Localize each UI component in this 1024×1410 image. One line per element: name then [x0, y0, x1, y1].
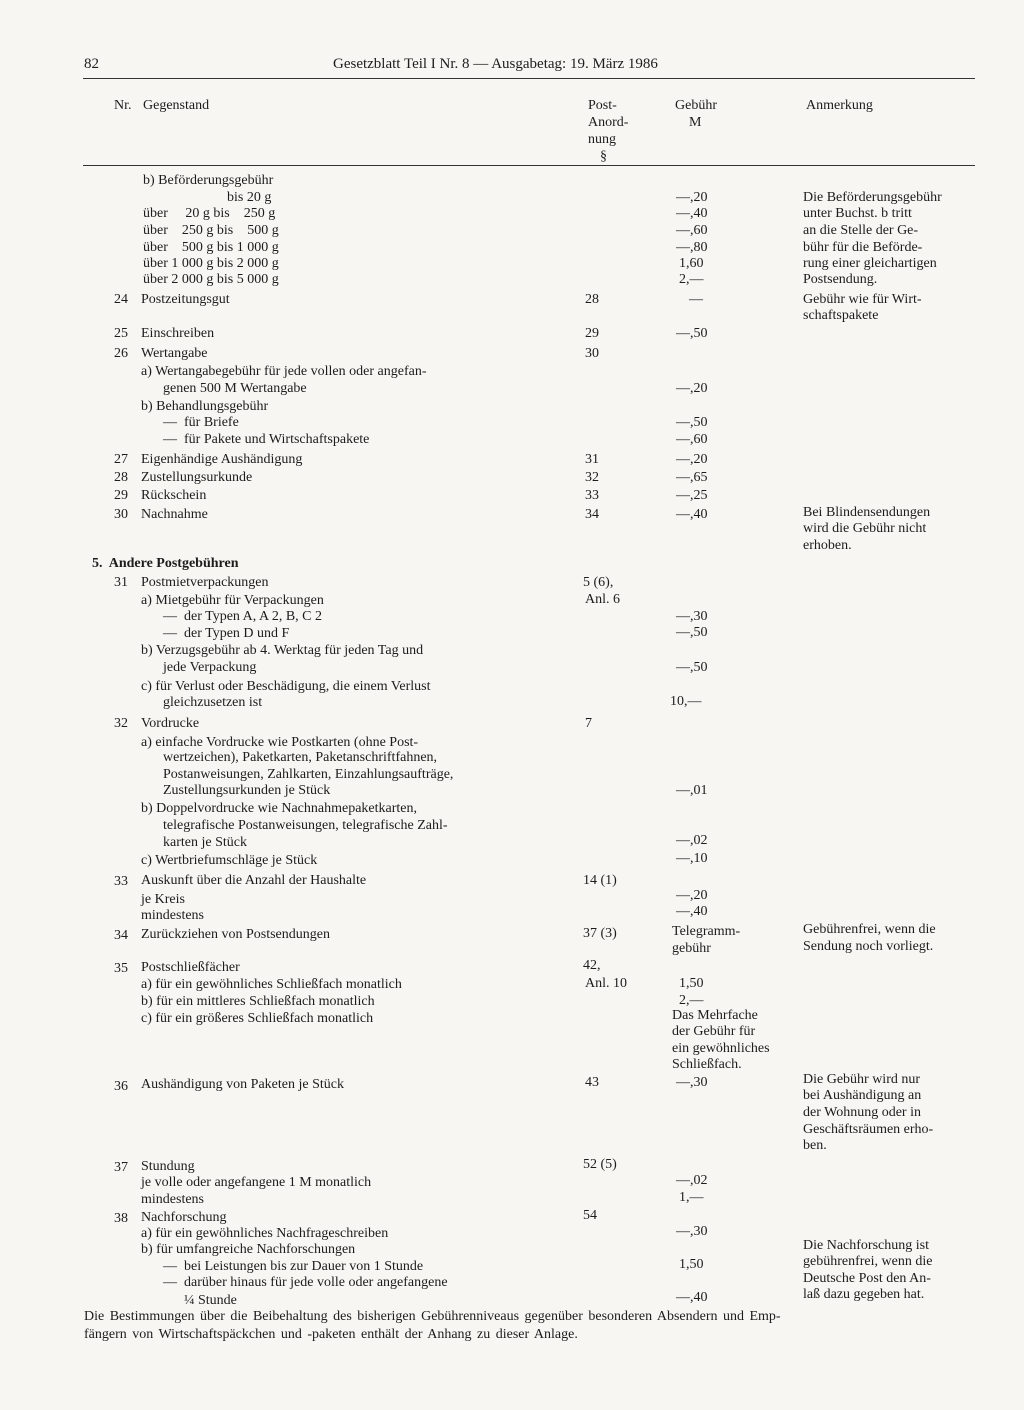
section-5-heading: 5. Andere Postgebühren	[92, 556, 239, 571]
item-31-c-2: gleichzusetzen ist	[163, 695, 263, 710]
item-31-a-1: — der Typen A, A 2, B, C 2	[163, 609, 322, 624]
item-37-text: Stundung	[141, 1159, 195, 1174]
item-34-fee-2: gebühr	[672, 941, 711, 956]
item-36-note-5: ben.	[803, 1138, 827, 1153]
item-35-text: Postschließfächer	[141, 960, 240, 975]
item-26-b: b) Behandlungsgebühr	[141, 399, 269, 414]
item-26-a-fee: —,20	[676, 381, 708, 396]
item-30-text: Nachnahme	[141, 507, 208, 522]
footer-line-1: Die Bestimmungen über die Beibehaltung des bisherigen Gebührenniveaus gegenüber besonderen Absendern und Emp-	[84, 1309, 781, 1324]
bef-title: b) Beförderungsgebühr	[143, 173, 274, 188]
item-37-post: 52 (5)	[583, 1157, 617, 1172]
item-26-nr: 26	[114, 346, 128, 361]
item-25-fee: —,50	[676, 326, 708, 341]
bef-fee-2: —,40	[676, 206, 708, 221]
bef-note-3: an die Stelle der Ge-	[803, 223, 919, 238]
item-25-text: Einschreiben	[141, 326, 215, 341]
item-32-a-4: Zustellungsurkunden je Stück	[163, 783, 331, 798]
item-36-note-3: der Wohnung oder in	[803, 1105, 921, 1120]
col-gebuehr-2: M	[689, 115, 702, 130]
bef-note-1: Die Beförderungsgebühr	[803, 190, 942, 205]
item-38-b-3-fee: —,40	[676, 1290, 708, 1305]
col-post-3: nung	[588, 132, 616, 147]
bef-row-3: über 250 g bis 500 g	[143, 223, 279, 238]
item-29-nr: 29	[114, 488, 128, 503]
item-38-b-2: — darüber hinaus für jede volle oder angefangene	[163, 1275, 448, 1290]
item-32-nr: 32	[114, 716, 128, 731]
item-34-note-1: Gebührenfrei, wenn die	[803, 922, 936, 937]
item-31-nr: 31	[114, 575, 128, 590]
item-32-c: c) Wertbriefumschläge je Stück	[141, 853, 318, 868]
bef-fee-6: 2,—	[679, 272, 704, 287]
item-31-a-2-fee: —,50	[676, 625, 708, 640]
item-31-a-2: — der Typen D und F	[163, 626, 290, 641]
item-35-c-fee-2: der Gebühr für	[672, 1024, 756, 1039]
item-24-fee: —	[689, 292, 703, 307]
item-35-b-fee: 2,—	[679, 993, 704, 1008]
item-35-c-fee-4: Schließfach.	[672, 1057, 742, 1072]
item-25-nr: 25	[114, 326, 128, 341]
bef-row-4: über 500 g bis 1 000 g	[143, 240, 279, 255]
page-number: 82	[84, 56, 99, 72]
item-36-nr: 36	[114, 1079, 128, 1094]
item-26-post: 30	[585, 346, 599, 361]
item-32-c-fee: —,10	[676, 851, 708, 866]
item-28-post: 32	[585, 470, 599, 485]
item-32-a-1: a) einfache Vordrucke wie Postkarten (ohne Post-	[141, 735, 419, 750]
item-36-note-1: Die Gebühr wird nur	[803, 1072, 921, 1087]
bef-fee-4: —,80	[676, 240, 708, 255]
bef-row-1-text: bis 20 g	[227, 190, 272, 205]
item-38-note-3: Deutsche Post den An-	[803, 1271, 931, 1286]
item-32-a-3: Postanweisungen, Zahlkarten, Einzahlungsaufträge,	[163, 767, 454, 782]
item-27-nr: 27	[114, 452, 128, 467]
item-30-fee: —,40	[676, 507, 708, 522]
item-31-c-fee: 10,—	[670, 694, 702, 709]
item-38-a-fee: —,30	[676, 1224, 708, 1239]
item-38-note-2: gebührenfrei, wenn die	[803, 1254, 933, 1269]
column-header-rule	[83, 165, 975, 166]
item-31-a-1-fee: —,30	[676, 609, 708, 624]
item-24-note-1: Gebühr wie für Wirt-	[803, 292, 922, 307]
item-26-b-1-fee: —,50	[676, 415, 708, 430]
item-30-post: 34	[585, 507, 599, 522]
item-38-note-4: laß dazu gegeben hat.	[803, 1287, 925, 1302]
item-33-line-2: je Kreis	[141, 892, 185, 907]
col-anmerkung: Anmerkung	[806, 98, 873, 113]
item-35-nr: 35	[114, 961, 128, 976]
item-38-b-1: — bei Leistungen bis zur Dauer von 1 Stunde	[163, 1259, 424, 1274]
item-26-b-1: — für Briefe	[163, 415, 239, 430]
item-36-note-2: bei Aushändigung an	[803, 1088, 922, 1103]
item-35-a-fee: 1,50	[679, 976, 704, 991]
item-24-post: 28	[585, 292, 599, 307]
bef-note-4: bühr für die Beförde-	[803, 240, 923, 255]
item-32-post: 7	[585, 716, 592, 731]
item-24-text: Postzeitungsgut	[141, 292, 230, 307]
item-27-fee: —,20	[676, 452, 708, 467]
item-31-b-fee: —,50	[676, 660, 708, 675]
item-35-a: a) für ein gewöhnliches Schließfach monatlich	[141, 977, 402, 992]
item-26-b-2-fee: —,60	[676, 432, 708, 447]
item-32-a-fee: —,01	[676, 783, 708, 798]
item-37-line-3: mindestens	[141, 1192, 204, 1207]
item-35-c-fee-3: ein gewöhnliches	[672, 1041, 770, 1056]
item-29-text: Rückschein	[141, 488, 207, 503]
item-28-fee: —,65	[676, 470, 708, 485]
item-36-text: Aushändigung von Paketen je Stück	[141, 1077, 344, 1092]
bef-fee-1: —,20	[676, 190, 708, 205]
item-34-note-2: Sendung noch vorliegt.	[803, 939, 934, 954]
item-35-post-1: 42,	[583, 958, 601, 973]
item-37-line-2-fee: —,02	[676, 1173, 708, 1188]
bef-note-6: Postsendung.	[803, 272, 878, 287]
item-32-b-fee: —,02	[676, 833, 708, 848]
item-36-post: 43	[585, 1075, 599, 1090]
item-37-nr: 37	[114, 1160, 128, 1175]
item-38-b-1-fee: 1,50	[679, 1257, 704, 1272]
col-post-2: Anord-	[588, 115, 629, 130]
item-35-c: c) für ein größeres Schließfach monatlich	[141, 1011, 374, 1026]
item-26-a-2: genen 500 M Wertangabe	[163, 381, 307, 396]
item-33-nr: 33	[114, 874, 128, 889]
item-32-a-2: wertzeichen), Paketkarten, Paketanschriftfahnen,	[163, 750, 438, 765]
bef-row-2: über 20 g bis 250 g	[143, 206, 276, 221]
item-33-text: Auskunft über die Anzahl der Haushalte	[141, 873, 367, 888]
item-34-fee-1: Telegramm-	[672, 924, 741, 939]
col-gegenstand: Gegenstand	[143, 98, 210, 113]
item-31-a: a) Mietgebühr für Verpackungen	[141, 593, 324, 608]
col-post-1: Post-	[588, 98, 617, 113]
col-nr: Nr.	[114, 98, 132, 113]
item-29-post: 33	[585, 488, 599, 503]
header-rule	[83, 78, 975, 79]
bef-note-5: rung einer gleichartigen	[803, 256, 937, 271]
col-post-4: §	[600, 149, 607, 164]
item-24-note-2: schaftspakete	[803, 308, 879, 323]
item-37-line-2: je volle oder angefangene 1 M monatlich	[141, 1175, 372, 1190]
item-36-note-4: Geschäftsräumen erho-	[803, 1122, 934, 1137]
item-30-note-3: erhoben.	[803, 538, 852, 553]
item-34-nr: 34	[114, 928, 128, 943]
item-31-text: Postmietverpackungen	[141, 575, 269, 590]
item-38-post: 54	[583, 1208, 597, 1223]
item-38-nr: 38	[114, 1211, 128, 1226]
item-38-b: b) für umfangreiche Nachforschungen	[141, 1242, 356, 1257]
item-31-post-1: 5 (6),	[583, 575, 614, 590]
item-35-c-fee-1: Das Mehrfache	[672, 1008, 758, 1023]
item-31-post-2: Anl. 6	[585, 592, 620, 607]
bef-row-5: über 1 000 g bis 2 000 g	[143, 256, 279, 271]
item-28-text: Zustellungsurkunde	[141, 470, 253, 485]
item-32-b-1: b) Doppelvordrucke wie Nachnahmepaketkarten,	[141, 801, 417, 816]
item-38-b-3: ¼ Stunde	[184, 1293, 237, 1308]
footer-line-2: fängern von Wirtschaftspäckchen und -paketen enthält der Anhang zu dieser Anlage.	[84, 1327, 578, 1342]
item-38-note-1: Die Nachforschung ist	[803, 1238, 929, 1253]
bef-fee-5: 1,60	[679, 256, 704, 271]
bef-row-6: über 2 000 g bis 5 000 g	[143, 272, 279, 287]
item-26-a-1: a) Wertangabegebühr für jede vollen oder angefan-	[141, 364, 427, 379]
item-30-note-2: wird die Gebühr nicht	[803, 521, 927, 536]
item-25-post: 29	[585, 326, 599, 341]
item-30-nr: 30	[114, 507, 128, 522]
item-36-fee: —,30	[676, 1075, 708, 1090]
running-title: Gesetzblatt Teil I Nr. 8 — Ausgabetag: 19. März 1986	[333, 56, 658, 72]
item-33-line-3: mindestens	[141, 908, 204, 923]
item-31-c-1: c) für Verlust oder Beschädigung, die einem Verlust	[141, 679, 431, 694]
item-37-line-3-fee: 1,—	[679, 1190, 704, 1205]
col-gebuehr-1: Gebühr	[675, 98, 717, 113]
item-32-b-2: telegrafische Postanweisungen, telegrafische Zahl-	[163, 818, 448, 833]
bef-note-2: unter Buchst. b tritt	[803, 206, 912, 221]
item-32-text: Vordrucke	[141, 716, 200, 731]
item-38-text: Nachforschung	[141, 1210, 227, 1225]
item-32-b-3: karten je Stück	[163, 835, 247, 850]
item-31-b-2: jede Verpackung	[163, 660, 257, 675]
bef-fee-3: —,60	[676, 223, 708, 238]
item-30-note-1: Bei Blindensendungen	[803, 505, 931, 520]
item-35-post-2: Anl. 10	[585, 976, 627, 991]
item-24-nr: 24	[114, 292, 128, 307]
item-26-b-2: — für Pakete und Wirtschaftspakete	[163, 432, 370, 447]
item-33-post: 14 (1)	[583, 873, 617, 888]
item-38-a: a) für ein gewöhnliches Nachfrageschreiben	[141, 1226, 389, 1241]
item-33-line-3-fee: —,40	[676, 904, 708, 919]
bef-row-1	[143, 190, 271, 207]
item-26-text: Wertangabe	[141, 346, 208, 361]
item-35-b: b) für ein mittleres Schließfach monatlich	[141, 994, 375, 1009]
item-29-fee: —,25	[676, 488, 708, 503]
item-33-line-2-fee: —,20	[676, 888, 708, 903]
item-28-nr: 28	[114, 470, 128, 485]
item-27-text: Eigenhändige Aushändigung	[141, 452, 303, 467]
item-27-post: 31	[585, 452, 599, 467]
item-31-b-1: b) Verzugsgebühr ab 4. Werktag für jeden Tag und	[141, 643, 424, 658]
item-34-text: Zurückziehen von Postsendungen	[141, 927, 330, 942]
item-34-post: 37 (3)	[583, 926, 617, 941]
